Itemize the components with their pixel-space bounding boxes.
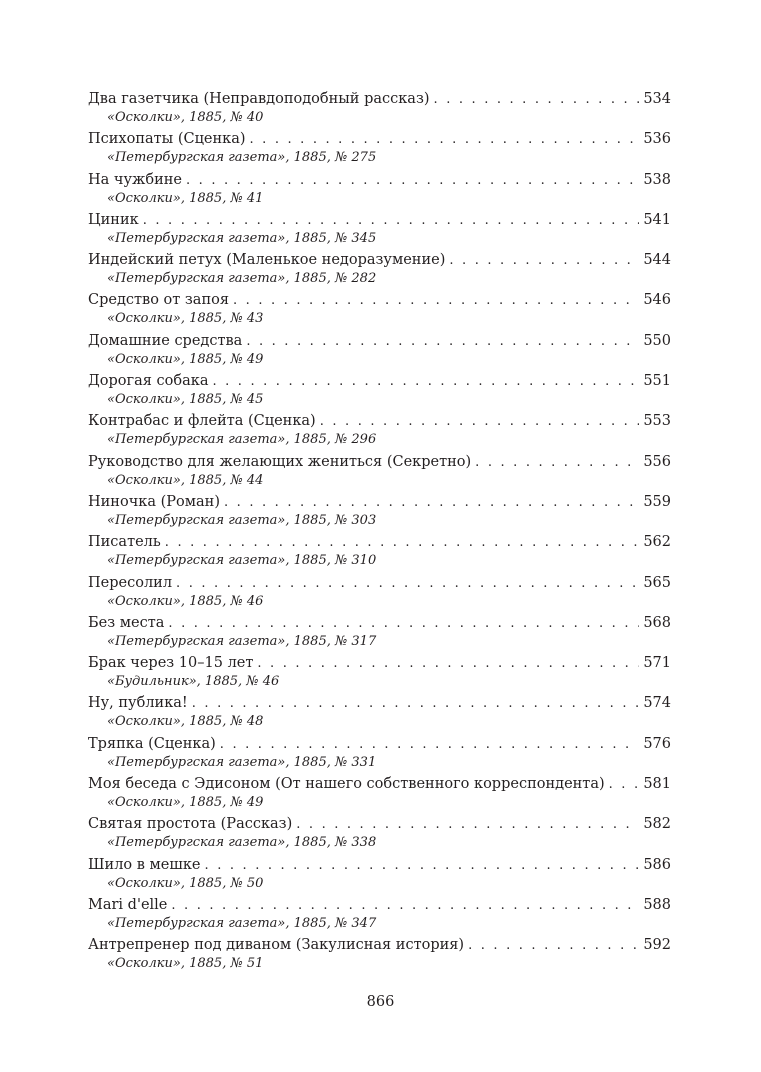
dot-leader (246, 332, 639, 352)
entry-title: Индейский петух (Маленькое недоразумение) (88, 252, 446, 269)
entry-page-number: 546 (643, 292, 671, 309)
toc-entry (88, 331, 671, 371)
toc-entry (88, 492, 671, 532)
entry-source: «Петербургская газета», 1885, № 275 (107, 150, 377, 166)
entry-page-number: 586 (643, 856, 671, 873)
entry-source: «Осколки», 1885, № 49 (107, 351, 264, 367)
entry-page-number: 551 (643, 373, 671, 390)
entry-page-number: 562 (643, 534, 671, 551)
toc-entry (88, 734, 671, 774)
entry-title: Антрепренер под диваном (Закулисная история) (88, 937, 465, 954)
toc-entry (88, 129, 671, 169)
dot-leader (220, 735, 639, 755)
dot-leader (449, 251, 639, 271)
entry-page-number: 592 (643, 937, 671, 954)
entry-page-number: 588 (643, 896, 671, 913)
dot-leader (186, 171, 639, 191)
entry-page-number: 553 (643, 413, 671, 430)
entry-title: Дорогая собака (88, 373, 209, 390)
entry-title: Писатель (88, 534, 161, 551)
entry-page-number: 565 (643, 574, 671, 591)
toc-entry (88, 935, 671, 975)
dot-leader (192, 694, 639, 714)
dot-leader (609, 775, 639, 795)
entry-title: Шило в мешке (88, 856, 201, 873)
entry-title: Тряпка (Сценка) (88, 735, 216, 752)
entry-source: «Будильник», 1885, № 46 (107, 674, 280, 690)
toc-entry (88, 774, 671, 814)
entry-title: Психопаты (Сценка) (88, 131, 246, 148)
entry-source: «Петербургская газета», 1885, № 282 (107, 271, 377, 287)
entry-page-number: 556 (643, 453, 671, 470)
entry-page-number: 576 (643, 735, 671, 752)
toc-entry (88, 210, 671, 250)
entry-page-number: 538 (643, 171, 671, 188)
dot-leader (176, 574, 639, 594)
toc-entry (88, 89, 671, 129)
toc-entry (88, 250, 671, 290)
entry-title: Средство от запоя (88, 292, 229, 309)
dot-leader (165, 533, 639, 553)
entry-title: Пересолил (88, 574, 173, 591)
entry-source: «Осколки», 1885, № 51 (107, 956, 264, 972)
toc-entry (88, 693, 671, 733)
entry-source: «Петербургская газета», 1885, № 331 (107, 754, 377, 770)
dot-leader (233, 291, 639, 311)
entry-page-number: 571 (643, 655, 671, 672)
entry-title: Моя беседа с Эдисоном (От нашего собственного корреспондента) (88, 776, 605, 793)
toc-entry (88, 814, 671, 854)
entry-title: На чужбине (88, 171, 182, 188)
toc-entry (88, 895, 671, 935)
dot-leader (320, 412, 639, 432)
entry-title: Контрабас и флейта (Сценка) (88, 413, 316, 430)
entry-page-number: 582 (643, 816, 671, 833)
entry-source: «Петербургская газета», 1885, № 338 (107, 835, 377, 851)
dot-leader (475, 453, 639, 473)
entry-title: Ниночка (Роман) (88, 493, 220, 510)
toc-entry (88, 613, 671, 653)
entry-source: «Осколки», 1885, № 41 (107, 190, 264, 206)
toc-entry (88, 573, 671, 613)
entry-page-number: 568 (643, 614, 671, 631)
toc-entry (88, 532, 671, 572)
dot-leader (168, 614, 639, 634)
entry-source: «Осколки», 1885, № 48 (107, 714, 264, 730)
entry-page-number: 574 (643, 695, 671, 712)
entry-page-number: 541 (643, 211, 671, 228)
dot-leader (224, 493, 639, 513)
dot-leader (205, 856, 639, 876)
entry-source: «Петербургская газета», 1885, № 310 (107, 553, 377, 569)
dot-leader (296, 815, 639, 835)
entry-title: Брак через 10–15 лет (88, 655, 254, 672)
entry-title: Два газетчика (Неправдоподобный рассказ) (88, 91, 430, 107)
entry-source: «Петербургская газета», 1885, № 296 (107, 432, 377, 448)
entry-page-number: 536 (643, 131, 671, 148)
entry-source: «Осколки», 1885, № 50 (107, 875, 264, 891)
dot-leader (434, 90, 639, 110)
entry-page-number: 559 (643, 493, 671, 510)
toc-entry (88, 371, 671, 411)
entry-source: «Петербургская газета», 1885, № 317 (107, 633, 377, 649)
entry-title: Без места (88, 614, 165, 631)
entry-title: Mari d'elle (88, 896, 168, 913)
page-number: 866 (366, 994, 395, 1010)
entry-source: «Осколки», 1885, № 49 (107, 795, 264, 811)
dot-leader (468, 936, 639, 956)
dot-leader (143, 211, 639, 231)
entry-source: «Осколки», 1885, № 46 (107, 593, 264, 609)
entry-source: «Петербургская газета», 1885, № 345 (107, 230, 377, 246)
entry-source: «Петербургская газета», 1885, № 303 (107, 512, 377, 528)
entry-page-number: 534 (643, 91, 671, 107)
toc-entry (88, 290, 671, 330)
toc-entry (88, 170, 671, 210)
entry-page-number: 550 (643, 332, 671, 349)
toc-entry (88, 452, 671, 492)
toc-entry (88, 855, 671, 895)
entry-title: Циник (88, 211, 139, 228)
entry-source: «Осколки», 1885, № 44 (107, 472, 264, 488)
toc-entry (88, 653, 671, 693)
dot-leader (212, 372, 639, 392)
table-of-contents (88, 89, 671, 976)
entry-page-number: 544 (643, 252, 671, 269)
dot-leader (171, 896, 639, 916)
entry-source: «Осколки», 1885, № 40 (107, 110, 264, 125)
entry-source: «Осколки», 1885, № 45 (107, 392, 264, 408)
entry-source: «Петербургская газета», 1885, № 347 (107, 915, 377, 931)
toc-entry (88, 411, 671, 451)
entry-title: Ну, публика! (88, 695, 188, 712)
entry-source: «Осколки», 1885, № 43 (107, 311, 264, 327)
entry-page-number: 581 (643, 776, 671, 793)
entry-title: Святая простота (Рассказ) (88, 816, 293, 833)
dot-leader (250, 130, 639, 150)
entry-title: Руководство для желающих жениться (Секретно) (88, 453, 472, 470)
dot-leader (257, 654, 639, 674)
entry-title: Домашние средства (88, 332, 243, 349)
